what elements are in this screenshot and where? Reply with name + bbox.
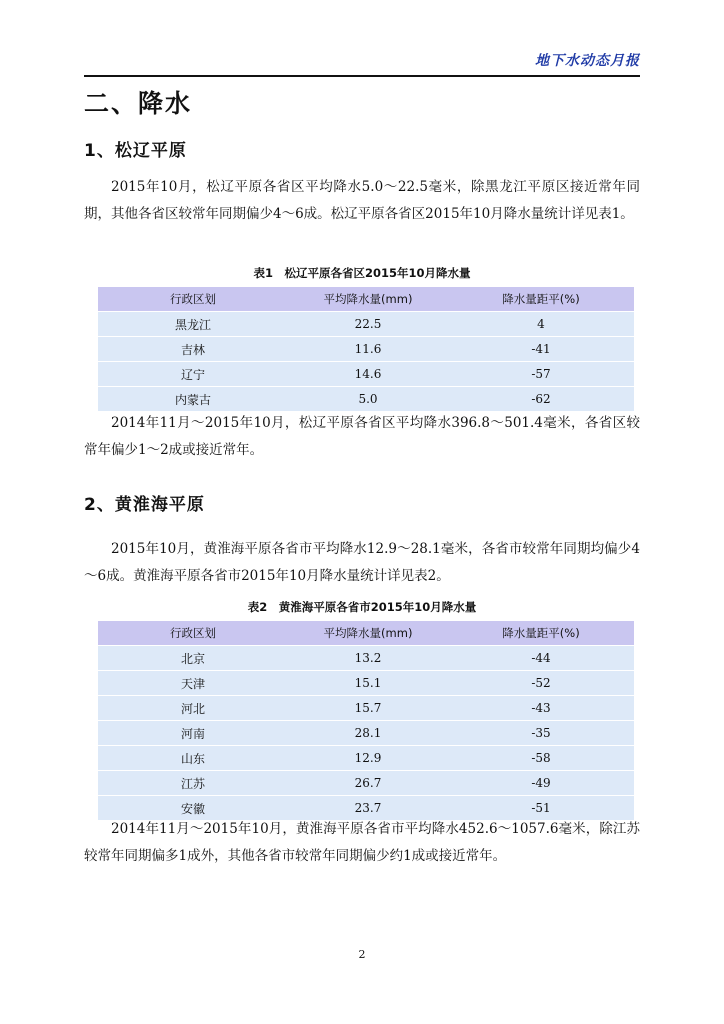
column-header-region: 行政区划 [98,621,288,646]
column-header-avg-precip: 平均降水量(mm) [288,621,448,646]
cell-region: 天津 [98,671,288,696]
cell-anomaly: -57 [448,362,634,387]
paragraph-songliao-monthly: 2015年10月，松辽平原各省区平均降水5.0～22.5毫米，除黑龙江平原区接近常年同期，其他各省区较常年同期偏少4～6成。松辽平原各省区2015年10月降水量统计详见表1。 [84,179,640,222]
cell-region: 辽宁 [98,362,288,387]
table-row [98,312,634,337]
cell-avg-precip: 13.2 [288,646,448,671]
cell-avg-precip: 26.7 [288,771,448,796]
cell-avg-precip: 15.1 [288,671,448,696]
table-row [98,771,634,796]
header-divider [84,75,640,77]
cell-avg-precip: 14.6 [288,362,448,387]
cell-region: 黑龙江 [98,312,288,337]
table-row [98,362,634,387]
table-row [98,337,634,362]
cell-region: 北京 [98,646,288,671]
paragraph-songliao-annual: 2014年11月～2015年10月，松辽平原各省区平均降水396.8～501.4毫米，各省区较常年偏少1～2成或接近常年。 [84,415,640,458]
cell-region: 内蒙古 [98,387,288,412]
cell-region: 河南 [98,721,288,746]
table-row [98,671,634,696]
table-header-row [98,287,634,312]
table-row [98,646,634,671]
subsection-heading-huanghuaihai: 2、黄淮海平原 [84,495,205,515]
cell-avg-precip: 22.5 [288,312,448,337]
cell-region: 山东 [98,746,288,771]
column-header-anomaly: 降水量距平(%) [448,287,634,312]
cell-anomaly: -52 [448,671,634,696]
column-header-anomaly: 降水量距平(%) [448,621,634,646]
cell-region: 江苏 [98,771,288,796]
cell-anomaly: -35 [448,721,634,746]
cell-anomaly: -41 [448,337,634,362]
table-header-row [98,621,634,646]
cell-region: 河北 [98,696,288,721]
cell-region: 安徽 [98,796,288,821]
paragraph-huanghuaihai-monthly: 2015年10月，黄淮海平原各省市平均降水12.9～28.1毫米，各省市较常年同期均偏少4～6成。黄淮海平原各省市2015年10月降水量统计详见表2。 [84,541,640,584]
cell-anomaly: -62 [448,387,634,412]
cell-anomaly: 4 [448,312,634,337]
cell-avg-precip: 12.9 [288,746,448,771]
cell-anomaly: -44 [448,646,634,671]
cell-anomaly: -49 [448,771,634,796]
table-row [98,696,634,721]
table-songliao-precipitation [98,287,634,412]
column-header-avg-precip: 平均降水量(mm) [288,287,448,312]
page-number: 2 [358,948,366,961]
cell-avg-precip: 5.0 [288,387,448,412]
cell-region: 吉林 [98,337,288,362]
table-huanghuaihai-precipitation [98,621,634,821]
table-caption-2: 表2 黄淮海平原各省市2015年10月降水量 [247,600,477,614]
cell-avg-precip: 15.7 [288,696,448,721]
cell-avg-precip: 11.6 [288,337,448,362]
table-row [98,746,634,771]
report-title: 地下水动态月报 [535,53,640,69]
table-row [98,387,634,412]
cell-avg-precip: 23.7 [288,796,448,821]
table-row [98,721,634,746]
paragraph-huanghuaihai-annual: 2014年11月～2015年10月，黄淮海平原各省市平均降水452.6～1057.6毫米，除江苏较常年同期偏多1成外，其他各省市较常年同期偏少约1成或接近常年。 [84,821,640,864]
cell-anomaly: -51 [448,796,634,821]
cell-avg-precip: 28.1 [288,721,448,746]
section-heading: 二、降水 [84,89,193,118]
table-caption-1: 表1 松辽平原各省区2015年10月降水量 [253,266,471,280]
column-header-region: 行政区划 [98,287,288,312]
cell-anomaly: -58 [448,746,634,771]
subsection-heading-songliao: 1、松辽平原 [84,141,187,161]
cell-anomaly: -43 [448,696,634,721]
